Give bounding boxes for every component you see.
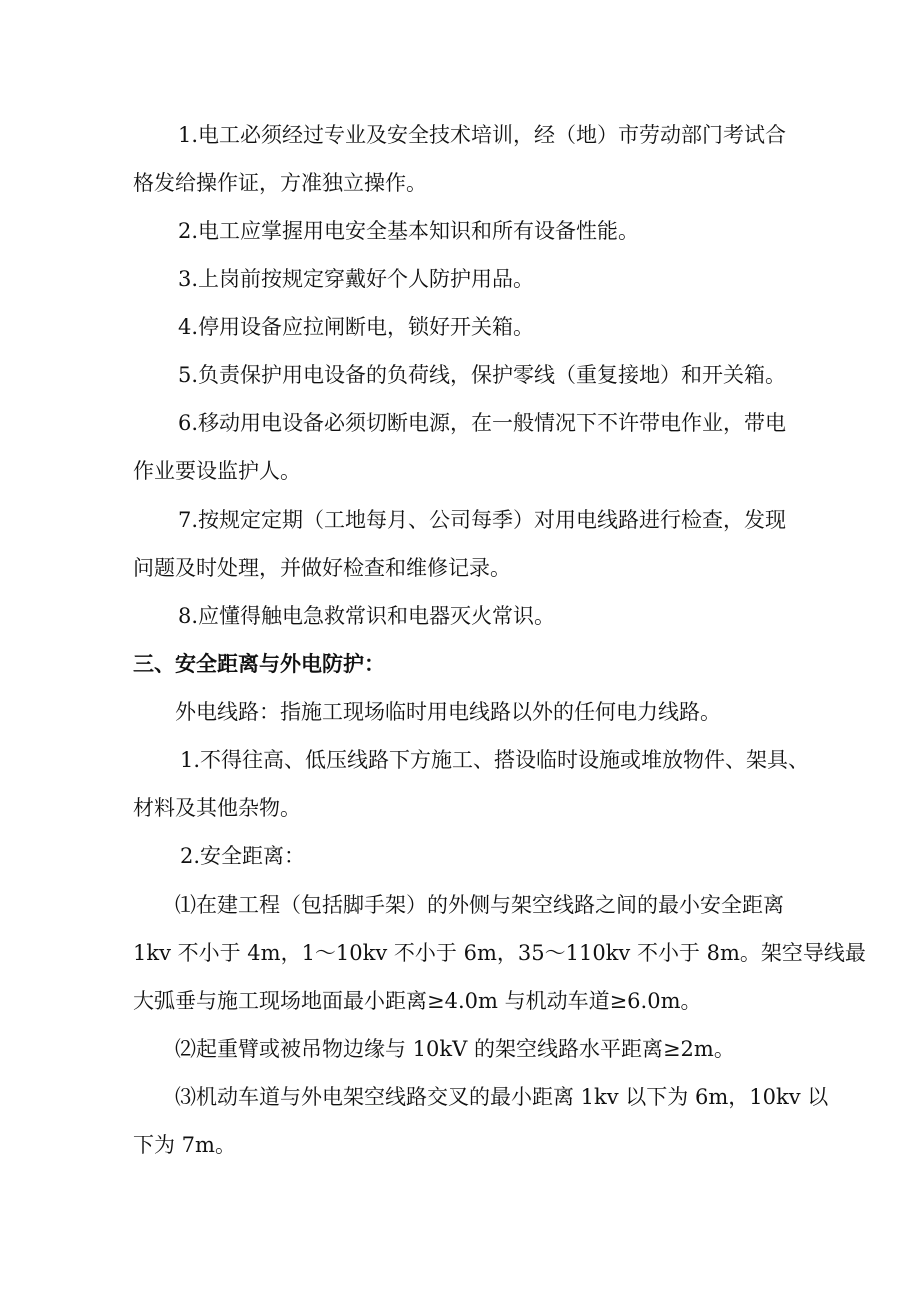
sub-rule-3-line-1: ⑶机动车道与外电架空线路交叉的最小距离 1kv 以下为 6m，10kv 以 (175, 1085, 829, 1109)
item-1-line-2: 格发给操作证，方准独立操作。 (133, 171, 427, 195)
item-8-line-1: 8.应懂得触电急救常识和电器灭火常识。 (178, 604, 556, 628)
item-6-line-1: 6.移动用电设备必须切断电源，在一般情况下不许带电作业，带电 (178, 411, 787, 435)
sub-rule-1-line-3: 大弧垂与施工现场地面最小距离≥4.0m 与机动车道≥6.0m。 (133, 989, 702, 1013)
sub-rule-1-line-1: ⑴在建工程（包括脚手架）的外侧与架空线路之间的最小安全距离 (175, 893, 784, 917)
sub-rule-3-line-2: 下为 7m。 (133, 1133, 236, 1157)
item-7-line-2: 问题及时处理，并做好检查和维修记录。 (133, 556, 511, 580)
item-1-line-1: 1.电工必须经过专业及安全技术培训，经（地）市劳动部门考试合 (178, 123, 787, 147)
sub-rule-1-line-2: 1kv 不小于 4m，1～10kv 不小于 6m，35～110kv 不小于 8m。架空导线最 (133, 941, 866, 965)
rule-1-line-1: 1.不得往高、低压线路下方施工、搭设临时设施或堆放物件、架具、 (180, 748, 810, 772)
external-line-definition: 外电线路：指施工现场临时用电线路以外的任何电力线路。 (175, 700, 721, 724)
section-heading: 三、安全距离与外电防护： (133, 652, 385, 676)
item-3-line-1: 3.上岗前按规定穿戴好个人防护用品。 (178, 267, 535, 291)
item-2-line-1: 2.电工应掌握用电安全基本知识和所有设备性能。 (178, 219, 640, 243)
sub-rule-2-line-1: ⑵起重臂或被吊物边缘与 10kV 的架空线路水平距离≥2m。 (175, 1037, 735, 1061)
item-4-line-1: 4.停用设备应拉闸断电，锁好开关箱。 (178, 315, 535, 339)
rule-1-line-2: 材料及其他杂物。 (133, 796, 301, 820)
rule-2-line-1: 2.安全距离： (180, 844, 306, 868)
item-5-line-1: 5.负责保护用电设备的负荷线，保护零线（重复接地）和开关箱。 (178, 363, 787, 387)
item-7-line-1: 7.按规定定期（工地每月、公司每季）对用电线路进行检查，发现 (178, 508, 787, 532)
item-6-line-2: 作业要设监护人。 (133, 459, 301, 483)
